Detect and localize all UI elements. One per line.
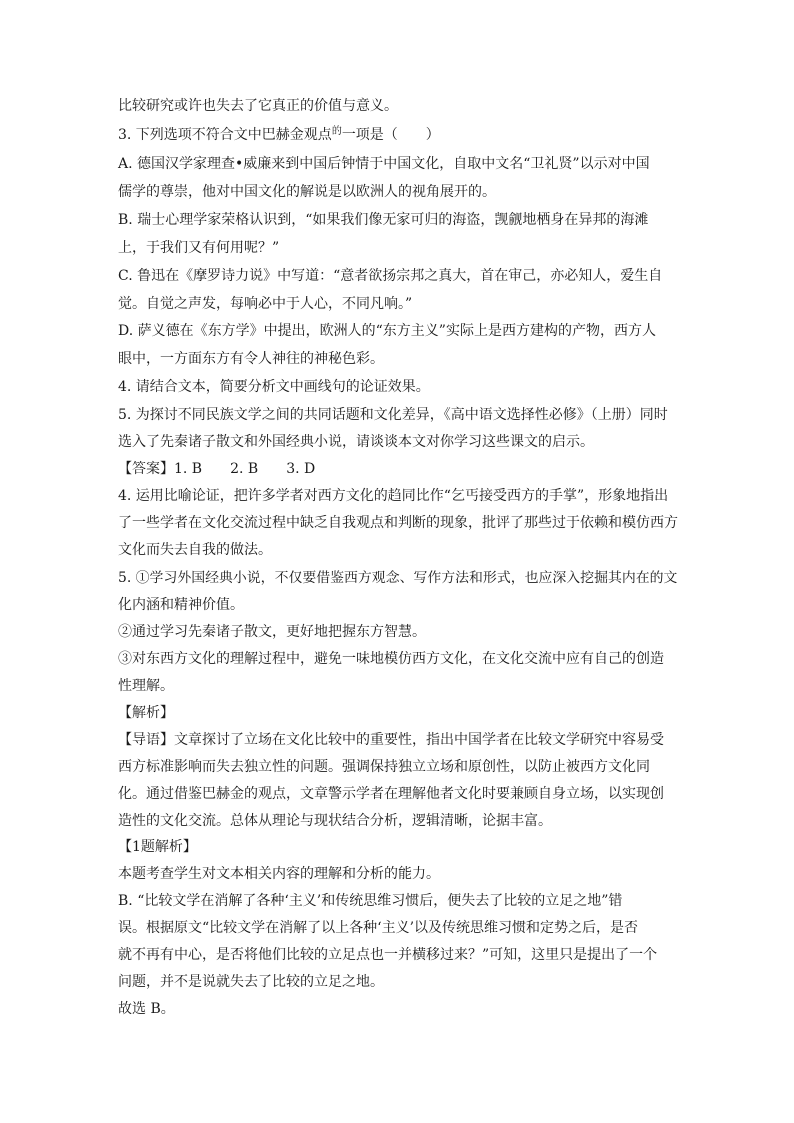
question-3: [118, 126, 440, 146]
intro-paragraph-cont: 造性的文化交流。总体从理论与现状结合分析，逻辑清晰，论据丰富。: [118, 813, 552, 829]
intro-paragraph-cont: 西方标准影响而失去独立性的问题。强调保持独立立场和原创性，以防止被西方文化同: [118, 759, 650, 775]
q1-analysis-text: B. “比较文学在消解了各种‘主义’和传统思维习惯后，便失去了比较的立足之地”错: [118, 893, 623, 909]
option-c-cont: 觉。自觉之声发，每响必中于人心，不同凡响。”: [118, 296, 413, 312]
text-line: 比较研究或许也失去了它真正的价值与意义。: [118, 98, 398, 114]
question-3-stem-end: 一项是（ ）: [341, 127, 440, 143]
option-c: C. 鲁迅在《摩罗诗力说》中写道：“意者欲扬宗邦之真大，首在审己，亦必知人，爱生自: [118, 268, 663, 284]
option-b-cont: 上，于我们又有何用呢？”: [118, 240, 280, 256]
q1-conclusion: 故选 B。: [118, 1001, 175, 1017]
question-5: 5. 为探讨不同民族文学之间的共同话题和文化差异，《高中语文选择性必修》（上册）同时: [118, 407, 668, 423]
answer-4: 4. 运用比喻论证，把许多学者对西方文化的趋同比作“乞丐接受西方的手掌”，形象地指出: [118, 488, 669, 504]
answer-5: 5. ①学习外国经典小说，不仅要借鉴西方观念、写作方法和形式，也应深入挖掘其内在的文: [118, 570, 678, 586]
intro-paragraph: 【导语】文章探讨了立场在文化比较中的重要性，指出中国学者在比较文学研究中容易受: [118, 732, 664, 748]
q1-analysis-heading: 【1题解析】: [118, 839, 197, 855]
answer-5-cont: 化内涵和精神价值。: [118, 597, 244, 613]
option-a-cont: 儒学的尊崇，他对中国文化的解说是以欧洲人的视角展开的。: [118, 184, 496, 200]
answer-4-cont: 文化而失去自我的做法。: [118, 542, 272, 558]
answer-5-point-3-cont: 性理解。: [118, 678, 174, 694]
superscript-char: 的: [331, 126, 342, 137]
answer-4-cont: 了一些学者在文化交流过程中缺乏自我观点和判断的现象，批评了那些过于依赖和模仿西方: [118, 515, 678, 531]
q1-analysis-text: 就不再有中心，是否将他们比较的立足点也一并横移过来？”可知，这里只是提出了一个: [118, 947, 658, 963]
q1-analysis-text: 误。根据原文“比较文学在消解了以上各种‘主义’以及传统思维习惯和定势之后，是否: [118, 920, 639, 936]
question-3-stem: 3. 下列选项不符合文中巴赫金观点: [118, 127, 332, 143]
answer-5-point-2: ②通过学习先秦诸子散文，更好地把握东方智慧。: [118, 624, 426, 640]
option-d-cont: 眼中，一方面东方有令人神往的神秘色彩。: [118, 351, 384, 367]
question-5-cont: 选入了先秦诸子散文和外国经典小说，请谈谈本文对你学习这些课文的启示。: [118, 434, 594, 450]
answer-line: 【答案】1. B 2. B 3. D: [118, 461, 316, 477]
intro-paragraph-cont: 化。通过借鉴巴赫金的观点，文章警示学者在理解他者文化时要兼顾自身立场，以实现创: [118, 786, 664, 802]
answer-5-point-3: ③对东西方文化的理解过程中，避免一味地模仿西方文化，在文化交流中应有自己的创造: [118, 651, 664, 667]
option-b: B. 瑞士心理学家荣格认识到，“如果我们像无家可归的海盗，觊觎地栖身在异邦的海滩: [118, 212, 649, 228]
question-4: 4. 请结合文本，简要分析文中画线句的论证效果。: [118, 379, 430, 395]
q1-analysis-text: 问题，并不是说就失去了比较的立足之地。: [118, 974, 384, 990]
option-a: A. 德国汉学家理查•威廉来到中国后钟情于中国文化，自取中文名“卫礼贤”以示对中国: [118, 156, 650, 172]
analysis-heading: 【解析】: [118, 705, 174, 721]
q1-analysis-text: 本题考查学生对文本相关内容的理解和分析的能力。: [118, 866, 440, 882]
option-d: D. 萨义德在《东方学》中提出，欧洲人的“东方主义”实际上是西方建构的产物，西方人: [118, 323, 656, 339]
